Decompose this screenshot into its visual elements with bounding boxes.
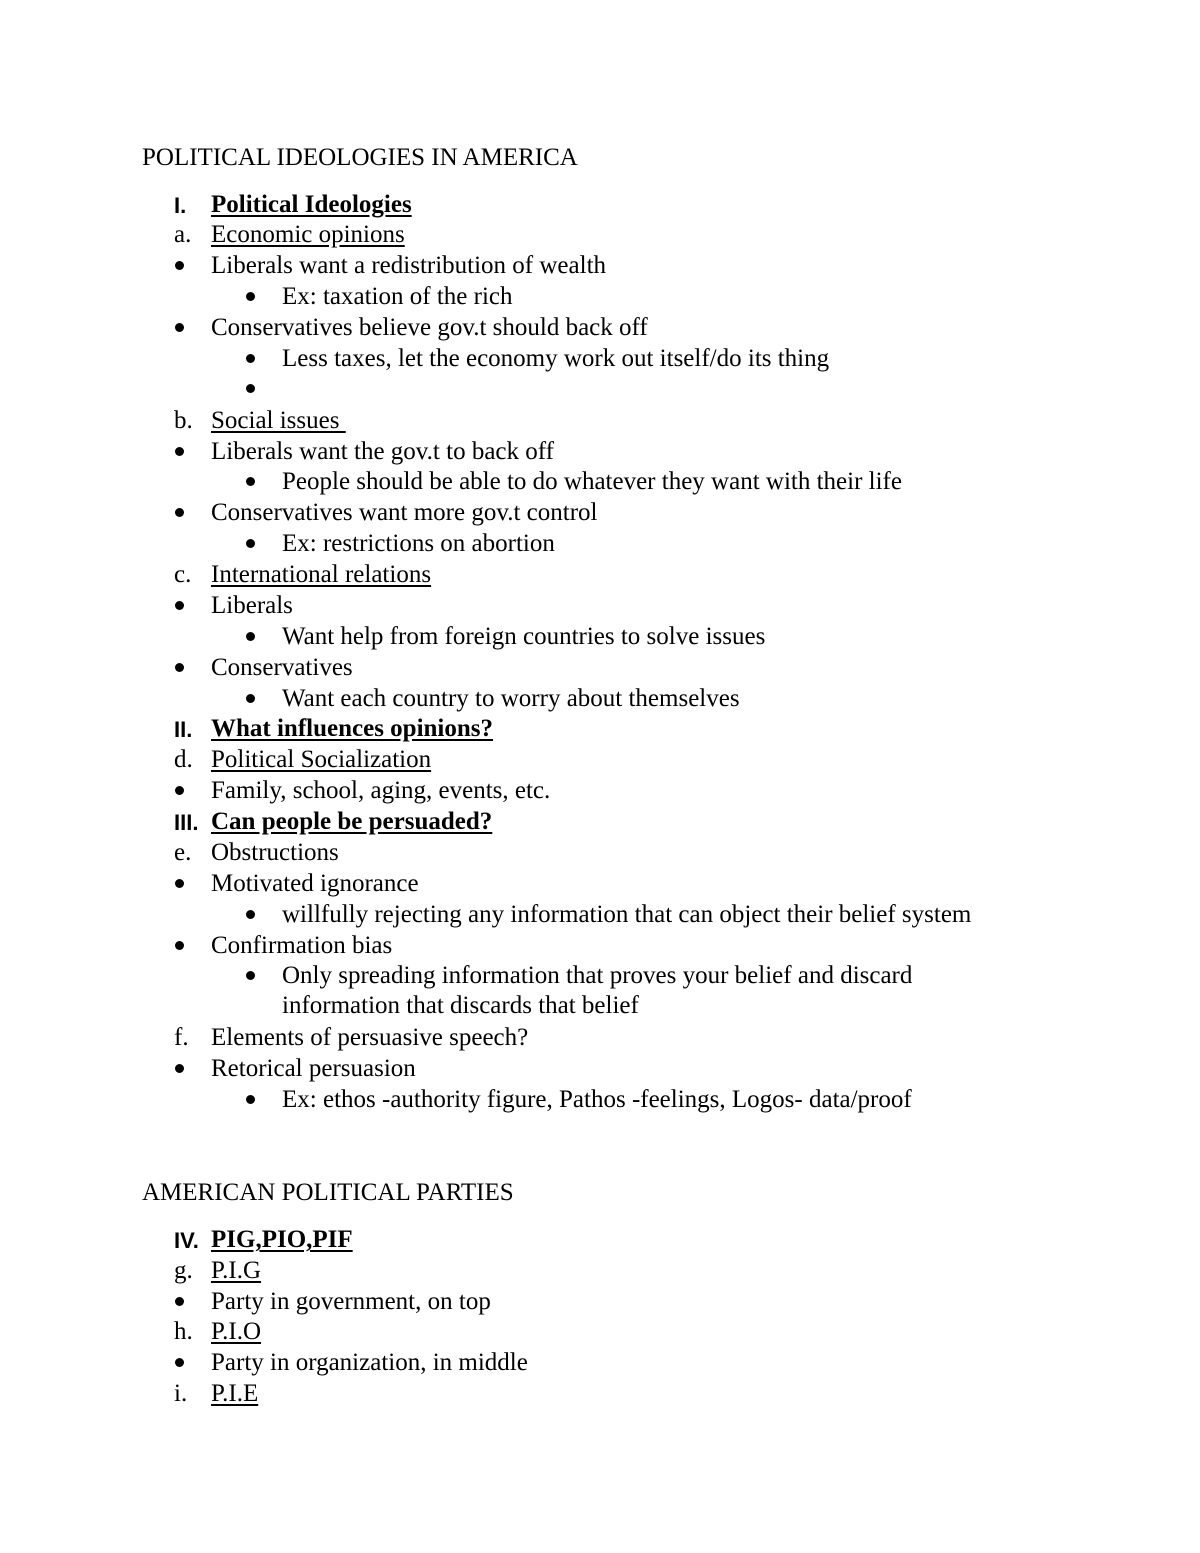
list-item: People should be able to do whatever they want with their life: [282, 468, 902, 495]
bullet-icon: [175, 879, 184, 888]
outline-subheading: Social issues: [211, 407, 346, 434]
bullet-icon: [175, 941, 184, 950]
outline-subheading: Political Socialization: [211, 746, 432, 773]
outline-heading: Can people be persuaded?: [211, 808, 493, 835]
outline-marker-roman: I.: [174, 193, 187, 218]
bullet-icon: [246, 539, 255, 548]
list-item: Ex: restrictions on abortion: [282, 530, 555, 557]
outline-marker-letter: b.: [174, 407, 193, 434]
outline-marker-letter: c.: [174, 561, 192, 588]
outline-marker-letter: f.: [174, 1024, 189, 1051]
list-item: Conservatives believe gov.t should back off: [211, 314, 648, 341]
outline-subheading: Obstructions: [211, 839, 339, 866]
outline-subheading: P.I.O: [211, 1318, 262, 1345]
outline-marker-letter: d.: [174, 746, 193, 773]
list-item: Ex: ethos -authority figure, Pathos -feelings, Logos- data/proof: [282, 1086, 912, 1113]
bullet-icon: [175, 323, 184, 332]
list-item: willfully rejecting any information that can object their belief system: [282, 901, 972, 928]
bullet-icon: [175, 601, 184, 610]
section-title: POLITICAL IDEOLOGIES IN AMERICA: [142, 144, 578, 171]
list-item: Motivated ignorance: [211, 870, 419, 897]
bullet-icon: [246, 910, 255, 919]
outline-heading: PIG,PIO,PIF: [211, 1226, 353, 1253]
list-item: Party in government, on top: [211, 1288, 491, 1315]
outline-marker-roman: II.: [174, 717, 193, 742]
list-item: Only spreading information that proves your belief and discard: [282, 962, 913, 989]
outline-heading: What influences opinions?: [211, 715, 494, 742]
bullet-icon: [246, 694, 255, 703]
outline-subheading: Economic opinions: [211, 221, 405, 248]
bullet-icon: [246, 384, 255, 393]
bullet-icon: [175, 1358, 184, 1367]
outline-heading: Political Ideologies: [211, 191, 412, 218]
outline-marker-letter: g.: [174, 1257, 193, 1284]
bullet-icon: [246, 354, 255, 363]
list-item: Family, school, aging, events, etc.: [211, 777, 551, 804]
bullet-icon: [246, 1095, 255, 1104]
outline-marker-letter: i.: [174, 1380, 188, 1407]
bullet-icon: [175, 508, 184, 517]
bullet-icon: [246, 971, 255, 980]
bullet-icon: [246, 477, 255, 486]
bullet-icon: [175, 663, 184, 672]
list-item: Liberals: [211, 592, 293, 619]
list-item: Confirmation bias: [211, 932, 393, 959]
list-item: Liberals want a redistribution of wealth: [211, 252, 607, 279]
outline-subheading: International relations: [211, 561, 432, 588]
list-item: Want help from foreign countries to solve issues: [282, 623, 766, 650]
list-item-continuation: information that discards that belief: [282, 992, 639, 1019]
outline-marker-letter: e.: [174, 839, 192, 866]
list-item: Retorical persuasion: [211, 1055, 416, 1082]
list-item: Ex: taxation of the rich: [282, 283, 513, 310]
outline-marker-roman: IV.: [174, 1228, 199, 1253]
list-item: Conservatives want more gov.t control: [211, 499, 598, 526]
bullet-icon: [175, 261, 184, 270]
outline-subheading: P.I.E: [211, 1380, 259, 1407]
bullet-icon: [246, 632, 255, 641]
outline-subheading: P.I.G: [211, 1257, 262, 1284]
bullet-icon: [175, 1297, 184, 1306]
list-item: Want each country to worry about themselves: [282, 685, 740, 712]
list-item: Less taxes, let the economy work out itself/do its thing: [282, 345, 830, 372]
list-item: Liberals want the gov.t to back off: [211, 438, 554, 465]
outline-marker-letter: a.: [174, 221, 192, 248]
bullet-icon: [175, 447, 184, 456]
outline-marker-roman: III.: [174, 810, 199, 835]
bullet-icon: [175, 786, 184, 795]
list-item: Party in organization, in middle: [211, 1349, 528, 1376]
outline-marker-letter: h.: [174, 1318, 193, 1345]
bullet-icon: [246, 292, 255, 301]
section-title: AMERICAN POLITICAL PARTIES: [142, 1179, 514, 1206]
bullet-icon: [175, 1064, 184, 1073]
list-item: Conservatives: [211, 654, 353, 681]
outline-subheading: Elements of persuasive speech?: [211, 1024, 529, 1051]
